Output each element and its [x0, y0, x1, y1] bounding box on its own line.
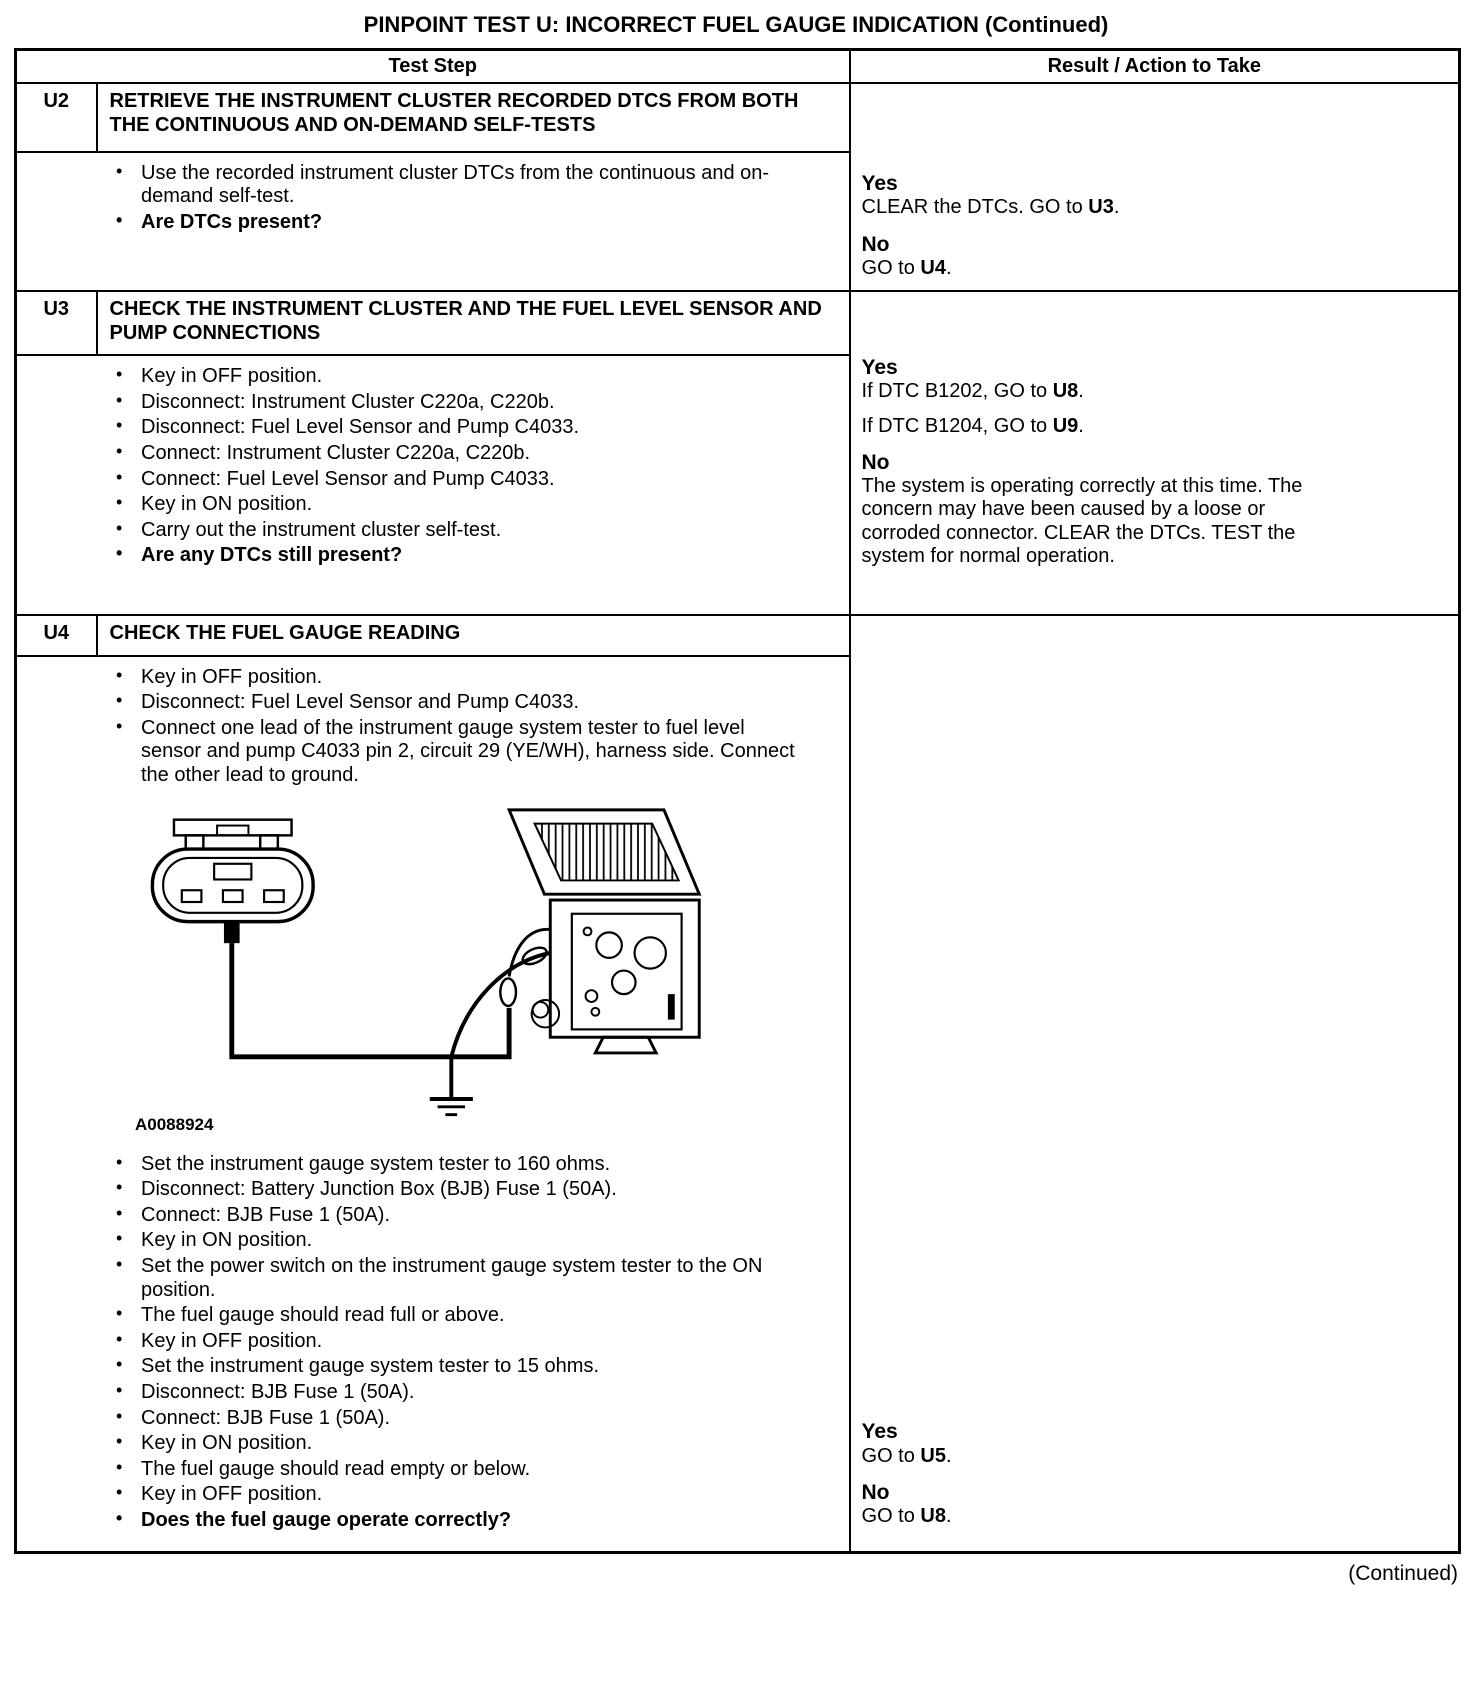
result-text-pre: The system is operating correctly at this time. The concern may have been caused by a loose or corroded connector. CLEAR the DTCs. TEST the system for normal operation.: [861, 475, 1303, 567]
tester-figure: [17, 804, 809, 1147]
step-bullet: • Key in ON position.: [17, 1229, 809, 1253]
result-ref: U3: [1088, 196, 1114, 219]
result-text-post: .: [946, 1505, 952, 1528]
result-cell-u3: [850, 291, 1460, 615]
figure-label: A0088924: [135, 1114, 214, 1134]
result-no-group: [862, 233, 1449, 281]
step-bullet: • Connect: Instrument Cluster C220a, C220b.: [17, 442, 809, 466]
result-head: Yes: [861, 1420, 898, 1444]
result-cell-u2: [850, 83, 1460, 291]
column-header-result: Result / Action to Take: [850, 50, 1460, 84]
bullet-list: [17, 666, 809, 788]
result-line: [862, 257, 1318, 280]
step-bullet: • Disconnect: BJB Fuse 1 (50A).: [17, 1381, 809, 1405]
step-bullet: • The fuel gauge should read full or above.: [17, 1304, 809, 1328]
step-bullet: • Connect: BJB Fuse 1 (50A).: [17, 1407, 809, 1431]
result-text-pre: GO to: [861, 1444, 921, 1467]
result-text-pre: CLEAR the DTCs. GO to: [861, 196, 1089, 219]
step-bullet: • Key in OFF position.: [17, 666, 809, 690]
result-line: [862, 1445, 1318, 1468]
step-bullet: • Key in ON position.: [17, 1432, 809, 1456]
step-bullet: • Key in OFF position.: [17, 365, 809, 389]
step-bullet: • Connect: Fuel Level Sensor and Pump C4033.: [17, 468, 809, 492]
step-bullet: • Use the recorded instrument cluster DTCs from the continuous and on-demand self-test.: [17, 162, 809, 209]
step-bullet: • The fuel gauge should read empty or below.: [17, 1458, 809, 1482]
test-row-u4-header: [16, 615, 1460, 656]
fuel-pump-connector-drawing: [152, 819, 313, 942]
result-head: No: [861, 1480, 890, 1504]
step-bullet-question: • Are DTCs present?: [17, 211, 809, 235]
result-cell-u4: [850, 615, 1460, 1552]
result-ref: U5: [920, 1444, 946, 1467]
step-bullet: • Key in OFF position.: [17, 1330, 809, 1354]
step-id-u2: U2: [16, 83, 97, 152]
result-text-pre: If DTC B1204, GO to: [861, 414, 1053, 437]
bullet-list: [17, 162, 809, 235]
result-head: No: [861, 450, 890, 474]
bullet-list: [17, 1153, 809, 1533]
step-bullet: • Carry out the instrument cluster self-test.: [17, 519, 809, 543]
result-no-group: [862, 451, 1449, 568]
step-bullet: • Key in OFF position.: [17, 1483, 809, 1507]
page-title: PINPOINT TEST U: INCORRECT FUEL GAUGE INDICATION (Continued): [363, 12, 1109, 37]
step-bullet-question: • Does the fuel gauge operate correctly?: [17, 1509, 809, 1533]
step-title-u3: CHECK THE INSTRUMENT CLUSTER AND THE FUEL LEVEL SENSOR AND PUMP CONNECTIONS: [97, 291, 850, 355]
result-head: No: [861, 232, 890, 256]
step-bullet: • Set the instrument gauge system tester to 15 ohms.: [17, 1355, 809, 1379]
result-text-post: .: [1078, 414, 1084, 437]
step-bullet: • Disconnect: Fuel Level Sensor and Pump C4033.: [17, 691, 809, 715]
result-line: [862, 1505, 1318, 1528]
step-title-u4: CHECK THE FUEL GAUGE READING: [97, 615, 850, 656]
result-line: [862, 415, 1318, 438]
step-id-u3: U3: [16, 291, 97, 355]
result-line: [862, 475, 1318, 568]
step-bullet: • Set the power switch on the instrument gauge system tester to the ON position.: [17, 1255, 809, 1302]
tester-diagram: [113, 804, 721, 1147]
step-bullet: • Disconnect: Fuel Level Sensor and Pump C4033.: [17, 416, 809, 440]
test-lead-wire: [232, 943, 509, 1057]
result-yes-group: [862, 1420, 1449, 1468]
result-line: [862, 196, 1318, 219]
result-text-pre: If DTC B1202, GO to: [861, 380, 1053, 403]
bullet-list: [17, 365, 809, 568]
step-id-u4: U4: [16, 615, 97, 656]
result-text-post: .: [946, 256, 952, 279]
result-ref: U4: [920, 256, 946, 279]
step-body-u4: [16, 656, 850, 1552]
step-bullet: • Disconnect: Instrument Cluster C220a, C220b.: [17, 391, 809, 415]
step-body-u3: [16, 355, 850, 615]
gauge-tester-drawing: [451, 809, 699, 1056]
step-bullet: • Set the instrument gauge system tester to 160 ohms.: [17, 1153, 809, 1177]
result-ref: U8: [1052, 380, 1079, 403]
result-text-pre: GO to: [861, 1505, 921, 1528]
ground-symbol-icon: [430, 1056, 473, 1114]
continued-note: (Continued): [1348, 1561, 1458, 1585]
step-title-u2: RETRIEVE THE INSTRUMENT CLUSTER RECORDED DTCS FROM BOTH THE CONTINUOUS AND ON-DEMAND SELF-TESTS: [97, 83, 850, 152]
result-ref: U9: [1052, 414, 1079, 437]
step-bullet: • Key in ON position.: [17, 493, 809, 517]
result-head: Yes: [861, 356, 898, 380]
result-yes-group: [862, 356, 1449, 438]
result-head: Yes: [861, 172, 898, 195]
test-row-u2-header: [16, 83, 1460, 152]
pinpoint-test-table: [14, 48, 1461, 1554]
step-bullet: • Disconnect: Battery Junction Box (BJB) Fuse 1 (50A).: [17, 1178, 809, 1202]
test-row-u3-header: [16, 291, 1460, 355]
step-bullet: • Connect one lead of the instrument gauge system tester to fuel level sensor and pump C4033 pin 2, circuit 29 (YE/WH), harness side. Connect the other lead to ground.: [17, 717, 809, 788]
result-line: [862, 380, 1318, 403]
table-header-row: [16, 50, 1460, 84]
result-ref: U8: [920, 1505, 946, 1528]
step-bullet: • Connect: BJB Fuse 1 (50A).: [17, 1204, 809, 1228]
result-text-pre: GO to: [861, 256, 921, 279]
step-body-u2: [16, 152, 850, 291]
result-no-group: [862, 1481, 1449, 1529]
result-text-post: .: [946, 1444, 952, 1467]
result-text-post: .: [1078, 380, 1084, 403]
result-text-post: .: [1113, 196, 1120, 219]
step-bullet-question: • Are any DTCs still present?: [17, 544, 809, 568]
result-yes-group: [862, 172, 1449, 220]
column-header-test-step: Test Step: [16, 50, 850, 84]
